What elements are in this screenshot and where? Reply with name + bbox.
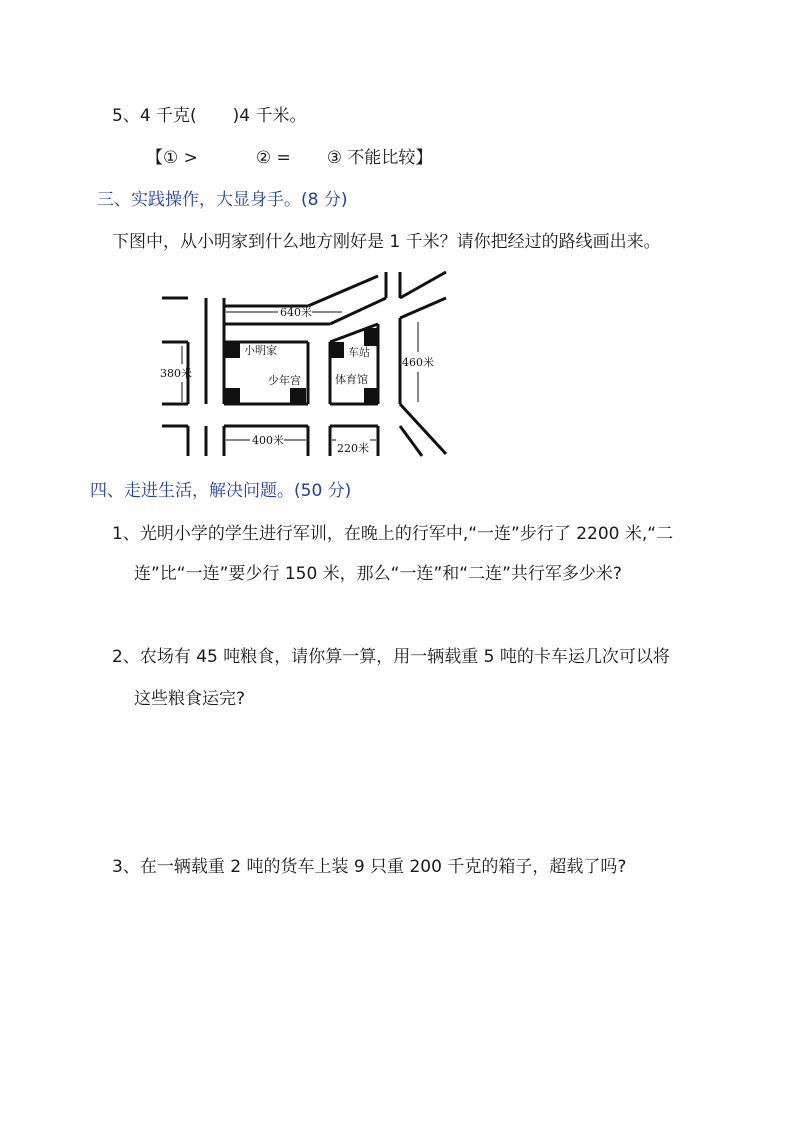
question-4-1-line-1: 1、光明小学的学生进行军训，在晚上的行军中,“一连”步行了 2200 米,“二	[112, 524, 674, 544]
marker-home	[224, 342, 240, 358]
options-open-bracket: 【	[146, 148, 163, 168]
marker-gym	[364, 388, 378, 404]
section-3-heading: 三、实践操作，大显身手。(8 分)	[97, 190, 348, 210]
question-5-prefix: 5、4 千克(	[112, 106, 197, 126]
label-youth-palace: 少年宫	[268, 374, 301, 387]
section-3-prompt: 下图中，从小明家到什么地方刚好是 1 千米？请你把经过的路线画出来。	[112, 232, 661, 252]
option-greater[interactable]: ① >	[163, 148, 198, 168]
distance-380: 380米	[160, 367, 192, 380]
section-4-heading: 四、走进生活，解决问题。(50 分)	[90, 481, 352, 501]
distance-460: 460米	[402, 356, 434, 369]
marker-block-nw	[330, 342, 344, 358]
marker-block-sw	[224, 388, 240, 404]
question-5-suffix: )4 千米。	[232, 106, 307, 126]
distance-220: 220米	[337, 442, 369, 455]
question-4-3: 3、在一辆载重 2 吨的货车上装 9 只重 200 千克的箱子，超载了吗?	[112, 857, 627, 877]
question-4-2-line-1: 2、农场有 45 吨粮食，请你算一算，用一辆载重 5 吨的卡车运几次可以将	[112, 647, 670, 667]
distance-400: 400米	[252, 434, 284, 447]
label-home: 小明家	[244, 344, 277, 357]
label-station: 车站	[348, 346, 370, 359]
question-4-1-line-2: 连”比“一连”要少行 150 米，那么“一连”和“二连”共行军多少米?	[134, 564, 622, 584]
label-gym: 体育馆	[335, 373, 368, 386]
question-5	[112, 104, 307, 128]
option-equal[interactable]: ② =	[255, 148, 291, 168]
question-4-2-line-2: 这些粮食运完?	[134, 689, 246, 709]
question-5-options	[146, 146, 432, 170]
distance-640: 640米	[280, 306, 312, 319]
option-incomparable[interactable]: ③ 不能比较	[326, 148, 416, 168]
options-close-bracket: 】	[415, 148, 433, 168]
route-map	[160, 268, 450, 458]
marker-station	[364, 328, 378, 346]
marker-youth-palace	[290, 388, 306, 404]
